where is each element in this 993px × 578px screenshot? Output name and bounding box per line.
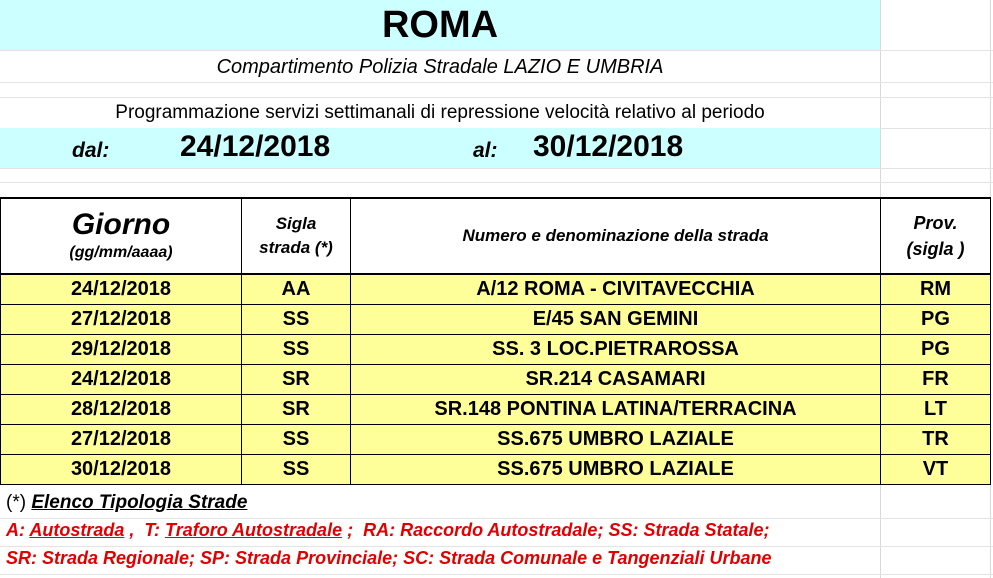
grid-line xyxy=(0,182,993,183)
cell-date: 28/12/2018 xyxy=(1,395,242,425)
table-row xyxy=(1,305,991,335)
cell-sigla: SS xyxy=(242,455,351,485)
from-label: dal: xyxy=(72,139,110,162)
cell-road: SR.148 PONTINA LATINA/TERRACINA xyxy=(351,395,881,425)
to-date: 30/12/2018 xyxy=(533,130,684,163)
cell-date: 30/12/2018 xyxy=(1,455,242,485)
cell-sigla: SR xyxy=(242,395,351,425)
grid-line xyxy=(0,168,993,169)
speed-control-table xyxy=(0,197,991,485)
header-sigla-line1: Sigla xyxy=(275,214,317,233)
header-giorno-label: Giorno xyxy=(71,208,171,241)
to-label: al: xyxy=(473,139,498,162)
table-row xyxy=(1,455,991,485)
header-strada: Numero e denominazione della strada xyxy=(351,198,881,274)
cell-prov: VT xyxy=(881,455,991,485)
cell-road: E/45 SAN GEMINI xyxy=(351,305,881,335)
cell-sigla: SR xyxy=(242,365,351,395)
legend-line-2: SR: Strada Regionale; SP: Strada Provinciale; SC: Strada Comunale e Tangenziali Urbane xyxy=(6,548,772,568)
legend-title xyxy=(6,492,247,514)
cell-sigla: SS xyxy=(242,335,351,365)
header-giorno-format: (gg/mm/aaaa) xyxy=(69,244,173,261)
cell-road: SS. 3 LOC.PIETRAROSSA xyxy=(351,335,881,365)
page-subtitle: Compartimento Polizia Stradale LAZIO E UMBRIA xyxy=(216,55,664,78)
header-sigla-line2: strada (*) xyxy=(259,238,333,257)
cell-date: 24/12/2018 xyxy=(1,274,242,305)
cell-sigla: SS xyxy=(242,425,351,455)
table-row xyxy=(1,274,991,305)
page-title: ROMA xyxy=(381,3,499,46)
cell-prov: LT xyxy=(881,395,991,425)
from-date: 24/12/2018 xyxy=(180,130,331,163)
legend-t-code: T: xyxy=(144,520,161,540)
cell-prov: RM xyxy=(881,274,991,305)
legend-a-code: A: xyxy=(6,520,25,540)
header-prov-line2: (sigla ) xyxy=(906,239,965,259)
cell-prov: PG xyxy=(881,305,991,335)
header-prov-line1: Prov. xyxy=(913,213,958,233)
header-prov xyxy=(881,198,991,274)
cell-prov: PG xyxy=(881,335,991,365)
grid-line xyxy=(0,50,993,51)
cell-road: SS.675 UMBRO LAZIALE xyxy=(351,425,881,455)
cell-date: 27/12/2018 xyxy=(1,305,242,335)
legend-line1-rest: ; RA: Raccordo Autostradale; SS: Strada Statale; xyxy=(342,520,770,540)
cell-sigla: SS xyxy=(242,305,351,335)
grid-line xyxy=(0,546,993,547)
header-giorno xyxy=(1,198,242,274)
grid-line xyxy=(0,574,993,575)
legend-sep: , xyxy=(124,520,145,540)
table-row xyxy=(1,365,991,395)
grid-line xyxy=(0,82,993,83)
programme-description: Programmazione servizi settimanali di repressione velocità relativo al periodo xyxy=(115,102,765,123)
cell-road: A/12 ROMA - CIVITAVECCHIA xyxy=(351,274,881,305)
cell-date: 24/12/2018 xyxy=(1,365,242,395)
cell-road: SS.675 UMBRO LAZIALE xyxy=(351,455,881,485)
grid-line xyxy=(0,518,993,519)
table-row xyxy=(1,395,991,425)
table-row xyxy=(1,335,991,365)
period-band xyxy=(0,128,880,168)
legend-marker: (*) xyxy=(6,492,27,513)
legend-t-name: Traforo Autostradale xyxy=(165,520,343,540)
header-sigla xyxy=(242,198,351,274)
legend-line-1 xyxy=(6,520,770,541)
legend-a-name: Autostrada xyxy=(29,520,125,540)
table-header-row xyxy=(1,198,991,274)
cell-date: 29/12/2018 xyxy=(1,335,242,365)
cell-sigla: AA xyxy=(242,274,351,305)
cell-date: 27/12/2018 xyxy=(1,425,242,455)
legend-heading: Elenco Tipologia Strade xyxy=(31,492,248,513)
cell-prov: TR xyxy=(881,425,991,455)
cell-road: SR.214 CASAMARI xyxy=(351,365,881,395)
table-row xyxy=(1,425,991,455)
cell-prov: FR xyxy=(881,365,991,395)
